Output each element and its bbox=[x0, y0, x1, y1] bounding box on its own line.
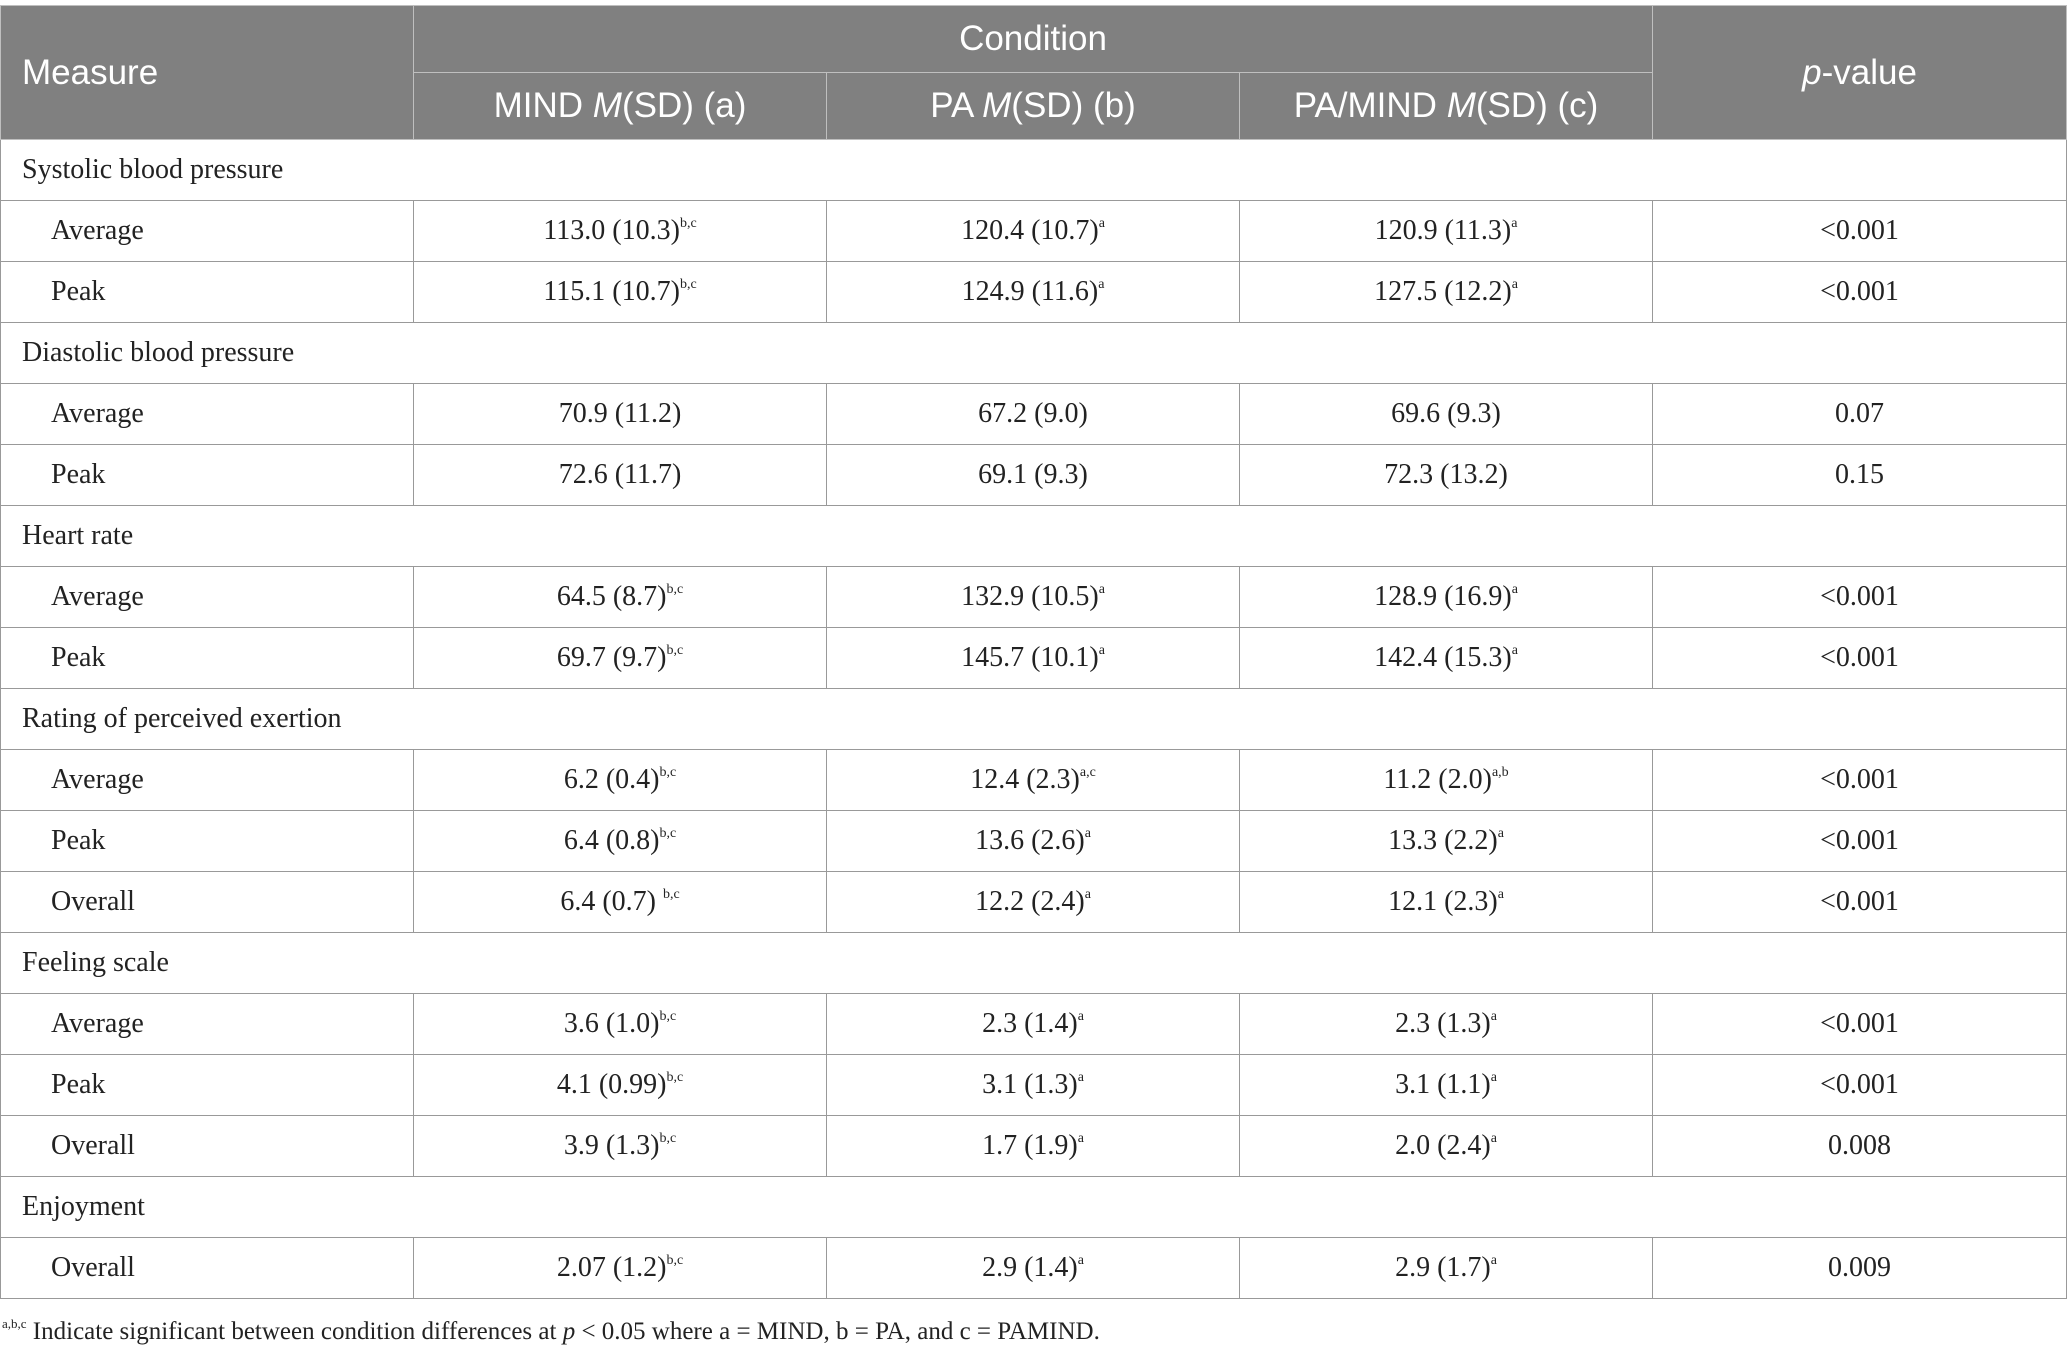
cell-value: 2.3 (1.3) bbox=[1395, 1008, 1491, 1039]
table-row bbox=[1, 384, 2067, 445]
cell-value: 13.6 (2.6) bbox=[975, 825, 1085, 856]
cell-value: 2.9 (1.4) bbox=[982, 1252, 1078, 1283]
table-footnote bbox=[2, 1318, 1100, 1346]
value-cell bbox=[1240, 628, 1653, 689]
significance-superscript: a bbox=[1490, 1070, 1497, 1085]
value-cell bbox=[414, 384, 827, 445]
cell-value: 3.1 (1.3) bbox=[982, 1069, 1078, 1100]
cell-value: 6.4 (0.8) bbox=[563, 825, 660, 856]
cell-value: 128.9 (16.9) bbox=[1374, 581, 1512, 612]
significance-superscript: b,c bbox=[666, 582, 684, 597]
significance-superscript: a bbox=[1490, 1009, 1497, 1024]
col-italic: M bbox=[1446, 86, 1476, 125]
value-cell bbox=[1240, 1238, 1653, 1299]
p-value-cell: <0.001 bbox=[1653, 811, 2067, 872]
value-cell bbox=[1240, 750, 1653, 811]
cell-value: 13.3 (2.2) bbox=[1388, 825, 1498, 856]
p-value-cell: 0.15 bbox=[1653, 445, 2067, 506]
table-row bbox=[1, 811, 2067, 872]
value-cell bbox=[414, 811, 827, 872]
group-title: Feeling scale bbox=[1, 933, 2067, 994]
p-value-cell: <0.001 bbox=[1653, 1055, 2067, 1116]
value-cell bbox=[414, 1116, 827, 1177]
cell-value: 2.07 (1.2) bbox=[556, 1252, 667, 1283]
col-italic: M bbox=[982, 86, 1012, 125]
row-label: Average bbox=[1, 750, 414, 811]
value-cell bbox=[827, 750, 1240, 811]
table-row bbox=[1, 872, 2067, 933]
table-row bbox=[1, 262, 2067, 323]
cell-value: 113.0 (10.3) bbox=[543, 215, 680, 246]
value-cell bbox=[414, 201, 827, 262]
cell-value: 2.0 (2.4) bbox=[1395, 1130, 1491, 1161]
significance-superscript: a,c bbox=[1079, 765, 1096, 780]
value-cell bbox=[414, 872, 827, 933]
value-cell bbox=[1240, 1116, 1653, 1177]
cell-value: 115.1 (10.7) bbox=[543, 276, 680, 307]
group-row bbox=[1, 323, 2067, 384]
header-condition: Condition bbox=[414, 6, 1653, 73]
significance-superscript: b,c bbox=[666, 643, 684, 658]
significance-superscript: a bbox=[1084, 826, 1091, 841]
significance-superscript: a bbox=[1077, 1009, 1084, 1024]
group-row bbox=[1, 140, 2067, 201]
table-row bbox=[1, 994, 2067, 1055]
value-cell bbox=[827, 1116, 1240, 1177]
cell-value: 124.9 (11.6) bbox=[961, 276, 1099, 307]
p-value-cell: <0.001 bbox=[1653, 201, 2067, 262]
significance-superscript: a bbox=[1098, 643, 1105, 658]
cell-value: 4.1 (0.99) bbox=[556, 1069, 667, 1100]
value-cell bbox=[414, 567, 827, 628]
significance-superscript: b,c bbox=[662, 887, 680, 902]
value-cell bbox=[1240, 872, 1653, 933]
col-pre: PA/MIND bbox=[1293, 86, 1447, 125]
value-cell bbox=[414, 445, 827, 506]
p-value-cell: 0.07 bbox=[1653, 384, 2067, 445]
p-value-cell: <0.001 bbox=[1653, 262, 2067, 323]
cell-value: 3.6 (1.0) bbox=[563, 1008, 660, 1039]
group-title: Rating of perceived exertion bbox=[1, 689, 2067, 750]
cell-value: 69.7 (9.7) bbox=[556, 642, 667, 673]
table-row bbox=[1, 201, 2067, 262]
value-cell bbox=[414, 994, 827, 1055]
cell-value: 3.9 (1.3) bbox=[563, 1130, 660, 1161]
header-col-pa bbox=[827, 73, 1240, 140]
cell-value: 142.4 (15.3) bbox=[1374, 642, 1512, 673]
significance-superscript: a bbox=[1497, 826, 1504, 841]
significance-superscript: b,c bbox=[666, 1253, 684, 1268]
significance-superscript: a,b bbox=[1491, 765, 1509, 780]
value-cell bbox=[827, 1055, 1240, 1116]
results-table bbox=[0, 5, 2067, 1299]
significance-superscript: a bbox=[1490, 1253, 1497, 1268]
cell-value: 127.5 (12.2) bbox=[1374, 276, 1512, 307]
p-value-cell: <0.001 bbox=[1653, 872, 2067, 933]
cell-value: 2.9 (1.7) bbox=[1395, 1252, 1491, 1283]
significance-superscript: a bbox=[1098, 582, 1105, 597]
cell-value: 145.7 (10.1) bbox=[961, 642, 1099, 673]
row-label: Peak bbox=[1, 628, 414, 689]
p-value-cell: <0.001 bbox=[1653, 994, 2067, 1055]
cell-value: 1.7 (1.9) bbox=[982, 1130, 1078, 1161]
significance-superscript: b,c bbox=[679, 216, 697, 231]
cell-value: 69.1 (9.3) bbox=[978, 459, 1088, 490]
p-value-cell: 0.008 bbox=[1653, 1116, 2067, 1177]
value-cell bbox=[1240, 811, 1653, 872]
value-cell bbox=[827, 445, 1240, 506]
group-title: Systolic blood pressure bbox=[1, 140, 2067, 201]
cell-value: 2.3 (1.4) bbox=[982, 1008, 1078, 1039]
value-cell bbox=[1240, 994, 1653, 1055]
value-cell bbox=[827, 567, 1240, 628]
value-cell bbox=[1240, 567, 1653, 628]
significance-superscript: a bbox=[1077, 1070, 1084, 1085]
row-label: Overall bbox=[1, 1238, 414, 1299]
significance-superscript: a bbox=[1511, 216, 1518, 231]
cell-value: 67.2 (9.0) bbox=[978, 398, 1088, 429]
significance-superscript: b,c bbox=[679, 277, 697, 292]
significance-superscript: a bbox=[1511, 643, 1518, 658]
col-post: (SD) (a) bbox=[621, 86, 747, 125]
value-cell bbox=[414, 1238, 827, 1299]
value-cell bbox=[827, 872, 1240, 933]
value-cell bbox=[1240, 1055, 1653, 1116]
header-col-pa-mind bbox=[1240, 73, 1653, 140]
row-label: Peak bbox=[1, 445, 414, 506]
value-cell bbox=[827, 262, 1240, 323]
significance-superscript: a bbox=[1077, 1131, 1084, 1146]
group-row bbox=[1, 689, 2067, 750]
significance-superscript: a bbox=[1490, 1131, 1497, 1146]
value-cell bbox=[414, 750, 827, 811]
footnote-pre: Indicate significant between condition differences at bbox=[26, 1318, 563, 1345]
cell-value: 12.4 (2.3) bbox=[970, 764, 1080, 795]
table-row bbox=[1, 750, 2067, 811]
col-post: (SD) (b) bbox=[1011, 86, 1136, 125]
row-label: Average bbox=[1, 567, 414, 628]
table-row bbox=[1, 445, 2067, 506]
cell-value: 132.9 (10.5) bbox=[961, 581, 1099, 612]
table-row bbox=[1, 567, 2067, 628]
significance-superscript: b,c bbox=[666, 1070, 684, 1085]
value-cell bbox=[414, 1055, 827, 1116]
row-label: Peak bbox=[1, 262, 414, 323]
value-cell bbox=[414, 628, 827, 689]
col-pre: PA bbox=[930, 86, 983, 125]
significance-superscript: a bbox=[1511, 277, 1518, 292]
row-label: Average bbox=[1, 384, 414, 445]
col-post: (SD) (c) bbox=[1475, 86, 1599, 125]
header-p-value bbox=[1653, 6, 2067, 140]
table-body bbox=[1, 140, 2067, 1299]
cell-value: 11.2 (2.0) bbox=[1383, 764, 1492, 795]
header-p-italic: p bbox=[1802, 52, 1822, 92]
row-label: Average bbox=[1, 994, 414, 1055]
footnote-marker: a,b,c bbox=[2, 1316, 27, 1331]
table-row bbox=[1, 1238, 2067, 1299]
value-cell bbox=[827, 1238, 1240, 1299]
group-title: Diastolic blood pressure bbox=[1, 323, 2067, 384]
value-cell bbox=[827, 384, 1240, 445]
significance-superscript: b,c bbox=[659, 765, 677, 780]
significance-superscript: a bbox=[1084, 887, 1091, 902]
col-italic: M bbox=[592, 86, 622, 125]
significance-superscript: a bbox=[1098, 216, 1105, 231]
header-p-rest: -value bbox=[1821, 52, 1917, 92]
cell-value: 72.3 (13.2) bbox=[1384, 459, 1508, 490]
value-cell bbox=[827, 994, 1240, 1055]
col-pre: MIND bbox=[493, 86, 593, 125]
cell-value: 70.9 (11.2) bbox=[558, 398, 682, 429]
table-row bbox=[1, 1116, 2067, 1177]
p-value-cell: <0.001 bbox=[1653, 750, 2067, 811]
significance-superscript: a bbox=[1511, 582, 1518, 597]
row-label: Peak bbox=[1, 811, 414, 872]
group-row bbox=[1, 1177, 2067, 1238]
significance-superscript: a bbox=[1497, 887, 1504, 902]
cell-value: 6.4 (0.7) bbox=[560, 886, 663, 917]
significance-superscript: b,c bbox=[659, 1009, 677, 1024]
value-cell bbox=[414, 262, 827, 323]
group-title: Enjoyment bbox=[1, 1177, 2067, 1238]
cell-value: 12.2 (2.4) bbox=[975, 886, 1085, 917]
cell-value: 3.1 (1.1) bbox=[1395, 1069, 1491, 1100]
cell-value: 64.5 (8.7) bbox=[556, 581, 667, 612]
value-cell bbox=[827, 201, 1240, 262]
cell-value: 120.9 (11.3) bbox=[1374, 215, 1512, 246]
row-label: Peak bbox=[1, 1055, 414, 1116]
value-cell bbox=[827, 811, 1240, 872]
significance-superscript: a bbox=[1077, 1253, 1084, 1268]
value-cell bbox=[1240, 262, 1653, 323]
cell-value: 72.6 (11.7) bbox=[558, 459, 682, 490]
footnote-post: < 0.05 where a = MIND, b = PA, and c = PAMIND. bbox=[575, 1318, 1100, 1345]
footnote-p: p bbox=[562, 1318, 576, 1345]
cell-value: 120.4 (10.7) bbox=[961, 215, 1099, 246]
row-label: Average bbox=[1, 201, 414, 262]
cell-value: 69.6 (9.3) bbox=[1391, 398, 1501, 429]
p-value-cell: <0.001 bbox=[1653, 628, 2067, 689]
p-value-cell: 0.009 bbox=[1653, 1238, 2067, 1299]
significance-superscript: b,c bbox=[659, 1131, 677, 1146]
header-col-mind bbox=[414, 73, 827, 140]
p-value-cell: <0.001 bbox=[1653, 567, 2067, 628]
value-cell bbox=[1240, 445, 1653, 506]
cell-value: 6.2 (0.4) bbox=[563, 764, 660, 795]
cell-value: 12.1 (2.3) bbox=[1388, 886, 1498, 917]
table-row bbox=[1, 1055, 2067, 1116]
value-cell bbox=[1240, 201, 1653, 262]
value-cell bbox=[1240, 384, 1653, 445]
header-measure: Measure bbox=[1, 6, 414, 140]
group-row bbox=[1, 933, 2067, 994]
group-row bbox=[1, 506, 2067, 567]
significance-superscript: b,c bbox=[659, 826, 677, 841]
row-label: Overall bbox=[1, 872, 414, 933]
row-label: Overall bbox=[1, 1116, 414, 1177]
group-title: Heart rate bbox=[1, 506, 2067, 567]
significance-superscript: a bbox=[1098, 277, 1105, 292]
table-row bbox=[1, 628, 2067, 689]
value-cell bbox=[827, 628, 1240, 689]
